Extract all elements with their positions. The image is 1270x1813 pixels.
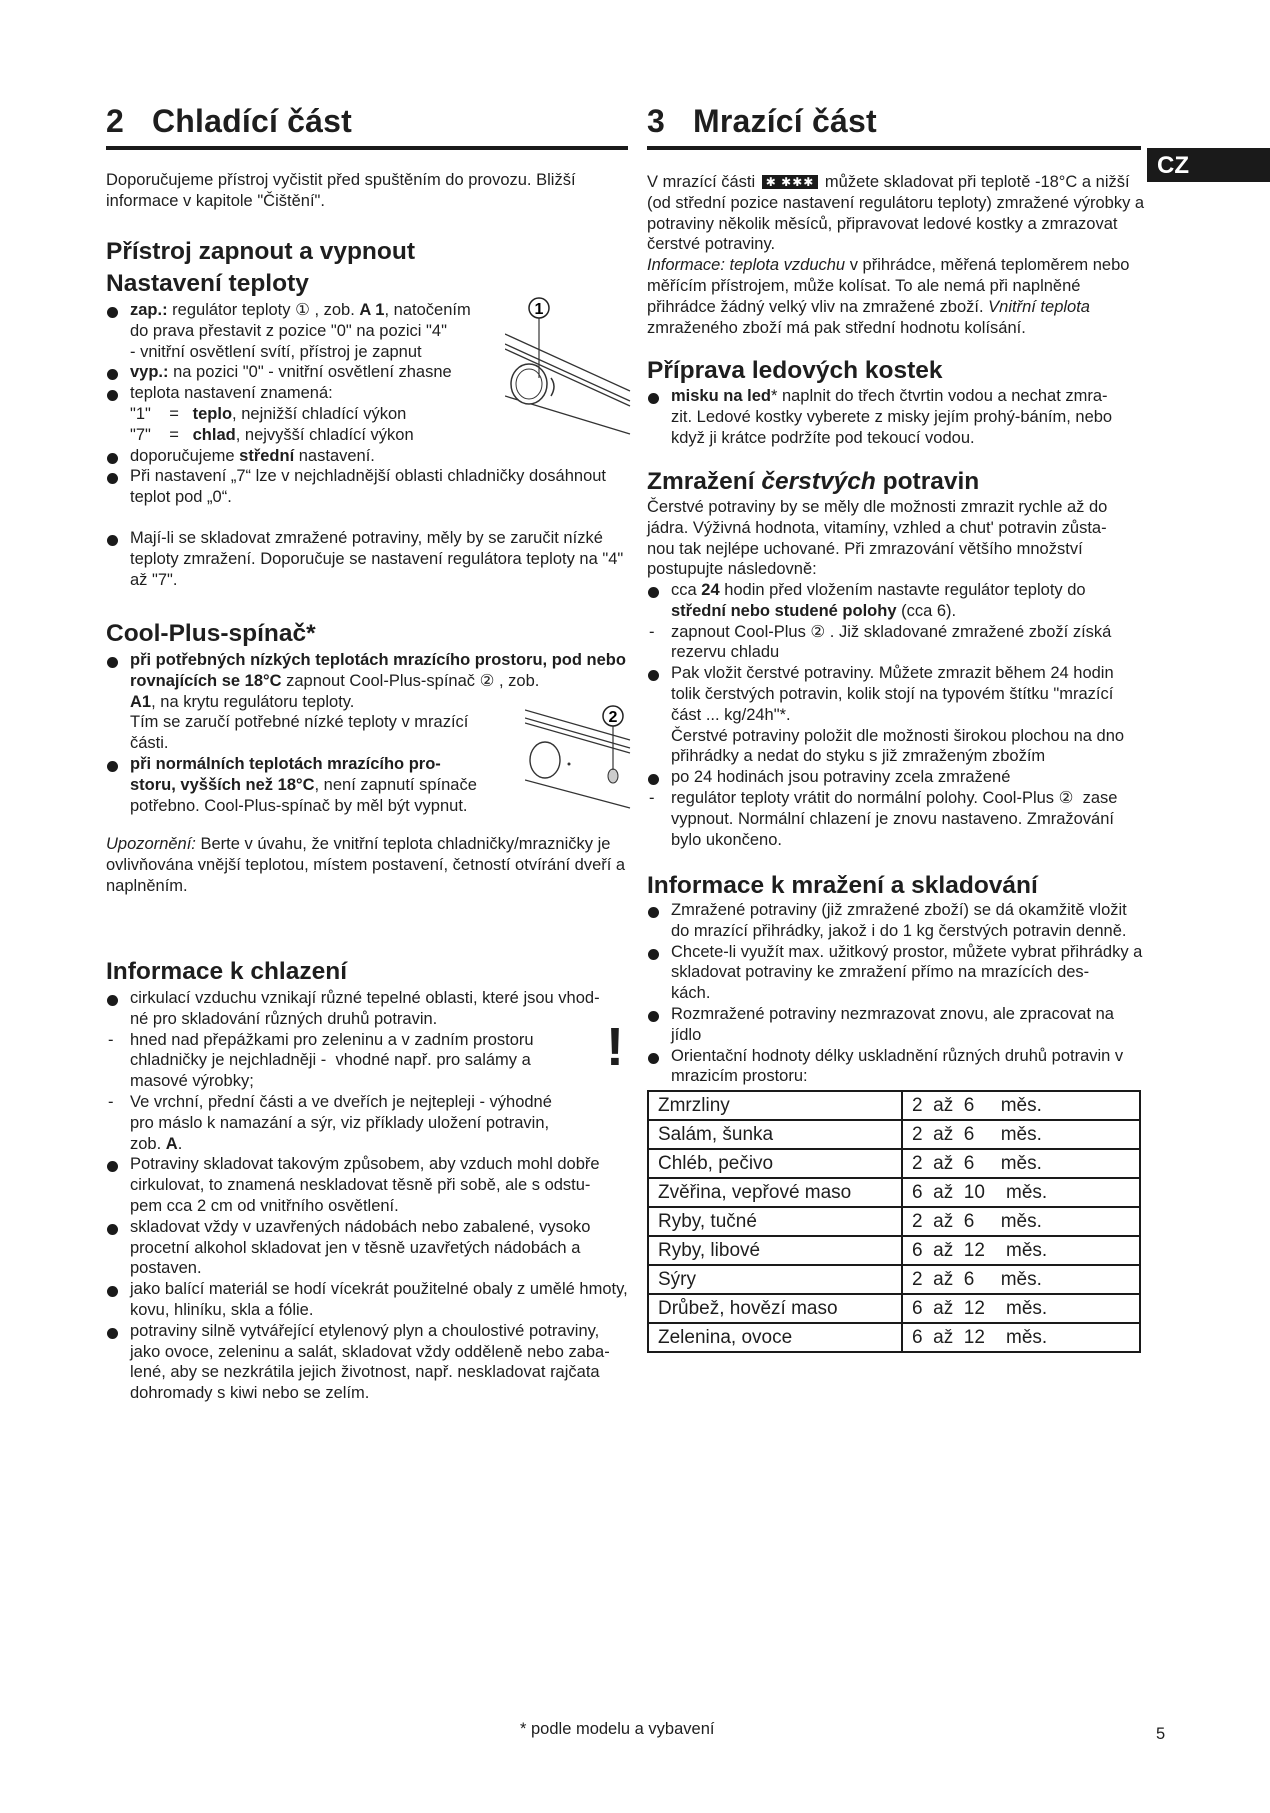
text-run: Rozmražené potraviny nezmrazovat znovu, ale zpracovat na jídlo [671, 1004, 1119, 1044]
intro-text: Doporučujeme přístroj vyčistit před spuštěním do provozu. Bližší informace v kapitole "Čištění". [106, 171, 581, 210]
table-row [648, 1149, 1140, 1178]
text-run: Upozornění: [106, 835, 196, 853]
text-run: , na krytu regulátoru teploty. Tím se zaručí potřebné nízké teploty v mrazící části. [130, 692, 469, 753]
text-run: vyp.: [130, 363, 169, 382]
text-run: při potřebných nízkých teplotách mrazícího prostoru, pod nebo rovnajících se 18°C [130, 651, 631, 690]
list-item [647, 900, 1147, 942]
table-row [648, 1294, 1140, 1323]
text-run: Potraviny skladovat takovým způsobem, aby vzduch mohl dobře cirkulovat, to znamená neskladovat těsně při sobě, ale s odstu- pem cca 2 cm od vnitřního osvětlení. [130, 1155, 600, 1215]
list-item [106, 988, 634, 1030]
food-cell: Ryby, tučné [648, 1207, 902, 1236]
text-run: zap.: [130, 301, 168, 319]
text-run: potraviny silně vytvářející etylenový plyn a choulostivé potraviny, jako ovoce, zeleninu a salát, skladovat vždy odděleně nebo zaba- lené, aby se nezkrátila jejich životnost, např. neskladovat rajčata dohromady s kiwi nebo se zelím. [130, 1321, 610, 1403]
title-rule [647, 146, 1141, 150]
duration-cell: 6 až 12 měs. [902, 1294, 1140, 1323]
text-run: , nejnižší chladící výkon "7" = [130, 404, 407, 444]
food-cell: Salám, šunka [648, 1120, 902, 1149]
list-item [106, 1030, 634, 1092]
page-number: 5 [1156, 1725, 1166, 1743]
heading-cool-plus: Cool-Plus-spínač* [106, 620, 316, 647]
text-run: V mrazící části [647, 173, 760, 191]
text-run: . [177, 1134, 183, 1153]
list-item [106, 466, 632, 508]
list-item [647, 942, 1147, 1004]
table-row [648, 1236, 1140, 1265]
food-cell: Drůbež, hovězí maso [648, 1294, 902, 1323]
duration-cell: 2 až 6 měs. [902, 1091, 1140, 1120]
text-run: teplo [192, 404, 233, 423]
text-run: chlad [192, 425, 236, 444]
heading-temperature: Nastavení teploty [106, 270, 309, 297]
duration-cell: 6 až 12 měs. [902, 1236, 1140, 1265]
list-item [647, 663, 1147, 767]
food-cell: Zelenina, ovoce [648, 1323, 902, 1352]
list-item [106, 1154, 634, 1216]
food-cell: Zmrzliny [648, 1091, 902, 1120]
heading-cooling-info: Informace k chlazení [106, 958, 348, 985]
table-row [648, 1091, 1140, 1120]
text-run: nastavení. [294, 446, 375, 465]
freezer-intro [647, 172, 1147, 338]
duration-cell: 2 až 6 měs. [902, 1120, 1140, 1149]
text-run: čerstvých [761, 468, 876, 495]
text-run: A [165, 1134, 178, 1153]
text-run: , natočením do prava přestavit z pozice "0" na pozici "4" - vnitřní osvětlení svítí, přístroj je zapnut [130, 301, 471, 361]
cool-plus-switch-figure [525, 700, 633, 810]
text-run: Zmražené potraviny (již zmražené zboží) se dá okamžitě vložit do mrazící přihrádky, jakož i do 1 kg čerstvých potravin denně. [671, 901, 1132, 940]
duration-cell: 2 až 6 měs. [902, 1149, 1140, 1178]
storage-duration-table [647, 1090, 1141, 1353]
text-run: při normálních teplotách mrazícího pro- storu, vyšších než 18°C [130, 754, 441, 794]
table-row [648, 1120, 1140, 1149]
text-run: Zmražení [647, 468, 762, 495]
text-run: zapnout Cool-Plus-spínač ② , zob. [286, 671, 540, 690]
list-item [106, 446, 632, 467]
text-run: A1 [130, 692, 152, 711]
duration-cell: 6 až 12 měs. [902, 1323, 1140, 1352]
list-item [647, 788, 1147, 850]
section-number: 2 [106, 103, 124, 139]
list-item [106, 528, 632, 590]
text-run: cca [671, 581, 702, 599]
heading-ice-cubes: Příprava ledových kostek [647, 357, 943, 384]
heading-fresh-freezing [647, 466, 979, 498]
text-run: , není zapnutí spínače potřebno. Cool-Plus-spínač by měl být vypnut. [130, 775, 477, 815]
list-item [647, 622, 1147, 664]
food-cell: Sýry [648, 1265, 902, 1294]
footnote: * podle modelu a vybavení [520, 1720, 715, 1738]
text-run: na pozici "0" - vnitřní osvětlení zhasne [168, 363, 452, 382]
text-run: jako balící materiál se hodí vícekrát použitelné obaly z umělé hmoty, kovu, hliníku, skla a fólie. [130, 1280, 633, 1319]
freezer-star-rating-icon: ✱ ✱✱✱ [762, 175, 819, 189]
title-rule [106, 146, 628, 150]
text-run: Berte v úvahu, že vnitřní teplota chladničky/mrazničky je ovlivňována vnější teplotou, místem postavení, četností otvírání dveří a naplněním. [106, 835, 630, 895]
cooling-info-list [106, 988, 634, 1404]
text-run: hned nad přepážkami pro zeleninu a v zadním prostoru chladničky je nejchladněji - vhodné např. pro salámy a masové výrobky; [130, 1030, 534, 1091]
text-run: * naplnit do třech čtvrtin vodou a nechat zmra- zit. Ledové kostky vyberete z misky jejím prohý-báním, nebo když ji krátce podržíte pod tekoucí vodou. [671, 387, 1113, 447]
text-run: zapnout Cool-Plus ② . Již skladované zmražené zboží získá rezervu chladu [671, 622, 1116, 662]
temperature-regulator-figure [505, 296, 633, 436]
text-run: Ve vrchní, přední části a ve dveřích je nejtepleji - výhodné pro máslo k namazání a sýr, viz příklady uložení potravin, zob. [130, 1092, 552, 1153]
text-run: teplota nastavení znamená: "1" = [130, 384, 333, 423]
text-run: doporučujeme [130, 446, 240, 465]
table-row [648, 1323, 1140, 1352]
duration-cell: 6 až 10 měs. [902, 1178, 1140, 1207]
fresh-intro: Čerstvé potraviny by se měly dle možnosti zmrazit rychle až do jádra. Výživná hodnota, vitamíny, vzhled a chut' potravin zůsta- nou tak nejlépe uchované. Při zmrazování většího množství postupujte následovně: [647, 498, 1108, 579]
section-title-freezer [647, 103, 877, 140]
note-text [106, 834, 628, 896]
text-run: zmraženého zboží má pak střední hodnotu kolísání. [647, 297, 1095, 337]
text-run: po 24 hodinách jsou potraviny zcela zmražené [671, 768, 1011, 787]
text-run: (cca 6). [896, 601, 957, 620]
text-run: střední nebo studené polohy [671, 601, 897, 620]
list-item [647, 767, 1147, 788]
text-run: misku na led [671, 387, 771, 405]
food-cell: Zvěřina, vepřové maso [648, 1178, 902, 1207]
figure1-label: 1 [534, 301, 544, 318]
section-title-text: Chladící část [152, 103, 353, 139]
table-row [648, 1178, 1140, 1207]
text-run: regulátor teploty vrátit do normální polohy. Cool-Plus ② zase vypnout. Normální chlazení je znovu nastaveno. Zmražování bylo ukončeno. [671, 788, 1123, 849]
text-run: 24 [701, 581, 720, 599]
list-item [106, 1092, 634, 1154]
section-title-cooling [106, 103, 352, 140]
text-run: , nejvyšší chladící výkon [235, 425, 414, 444]
text-run: regulátor teploty ① , zob. [167, 301, 360, 319]
heading-on-off: Přístroj zapnout a vypnout [106, 238, 415, 265]
warning-icon: ! [606, 1017, 624, 1077]
text-run: Pak vložit čerstvé potraviny. Můžete zmrazit během 24 hodin tolik čerstvých potravin, kolik stojí na typovém štítku "mrazící část ... kg/24h"*. Čerstvé potraviny položit dle možnosti širokou plochou na dno přihrádky a nedat do styku s již zmraženým zbožím [671, 664, 1125, 766]
language-tab: CZ [1147, 148, 1270, 182]
section-title-text: Mrazící část [693, 103, 877, 139]
food-cell: Ryby, libové [648, 1236, 902, 1265]
text-run: Mají-li se skladovat zmražené potraviny, měly by se zaručit nízké teploty zmražení. Doporučuje se nastavení regulátora teploty na "4" až "7". [130, 528, 628, 589]
list-item [647, 1046, 1147, 1088]
storage-info-list [647, 900, 1147, 1087]
food-cell: Chléb, pečivo [648, 1149, 902, 1178]
text-run: Informace: teplota vzduchu [647, 256, 846, 275]
figure2-label: 2 [608, 709, 618, 726]
text-run: Při nastavení „7“ lze v nejchladnější oblasti chladničky dosáhnout teplot pod „0“. [130, 467, 611, 507]
text-run: Chcete-li využít max. užitkový prostor, můžete vybrat přihrádky a skladovat potraviny ke zmražení přímo na mrazících des- kách. [671, 942, 1143, 1003]
text-run: potravin [875, 468, 980, 495]
text-run: v přihrádce, měřená teploměrem nebo měřícím přístrojem, může kolísat. To ale nemá při naplněné přihrádce žádný velký vliv na zmražené zboží. [647, 256, 1135, 316]
duration-cell: 2 až 6 měs. [902, 1265, 1140, 1294]
section-number: 3 [647, 103, 665, 139]
list-item [647, 1004, 1147, 1046]
text-run: A 1 [359, 301, 385, 319]
heading-storage-info: Informace k mražení a skladování [647, 872, 1038, 899]
table-row [648, 1265, 1140, 1294]
list-item [106, 1217, 634, 1279]
ice-cubes-list [647, 386, 1141, 448]
text-run: skladovat vždy v uzavřených nádobách nebo zabalené, vysoko procetní alkohol skladovat jen v těsně uzavřetých nádobách a postaven. [130, 1217, 596, 1278]
text-run: Orientační hodnoty délky uskladnění různých druhů potravin v mrazicím prostoru: [671, 1046, 1128, 1086]
text-run: cirkulací vzduchu vznikají různé tepelné oblasti, které jsou vhod- né pro skladování různých druhů potravin. [130, 989, 600, 1028]
duration-cell: 2 až 6 měs. [902, 1207, 1140, 1236]
text-run: střední [239, 446, 295, 465]
list-item [106, 1321, 634, 1404]
list-item [647, 386, 1141, 448]
fresh-freezing-list [647, 580, 1147, 850]
table-row [648, 1207, 1140, 1236]
text-run: Vnitřní teplota [988, 297, 1090, 316]
text-run: můžete skladovat při teplotě -18°C a nižší (od střední pozice nastavení regulátoru teploty) zmražené výrobky a potraviny několik měsíců, připravovat ledové kostky a zmrazovat čerstvé potraviny. [647, 173, 1145, 254]
list-item [106, 1279, 634, 1321]
text-run: hodin před vložením nastavte regulátor teploty do [724, 581, 1086, 599]
list-item [647, 580, 1147, 622]
